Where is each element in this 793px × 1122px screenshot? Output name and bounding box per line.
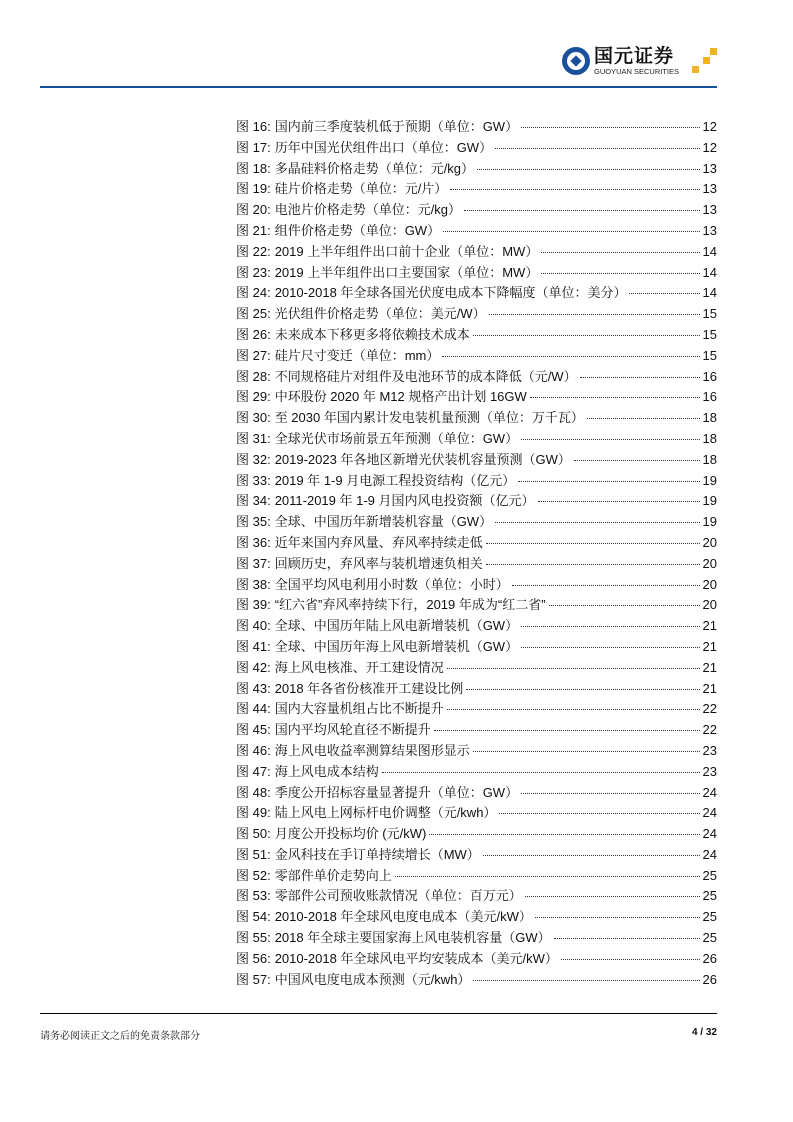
dot-leader [486,543,700,544]
toc-entry[interactable] [236,761,717,782]
figure-page: 24 [702,805,717,821]
figure-page: 13 [702,202,717,218]
figure-page: 21 [702,638,717,654]
toc-entry[interactable] [236,345,717,366]
figure-number: 图 41: [236,638,271,654]
figure-number: 图 35: [236,514,271,530]
figure-title: 光伏组件价格走势（单位：美元/W） [274,306,486,322]
figure-title: 全球、中国历年新增装机容量（GW） [274,514,493,530]
figure-page: 19 [702,472,717,488]
figure-title: 硅片尺寸变迁（单位：mm） [274,347,440,363]
figure-title: 月度公开投标均价 (元/kW) [274,826,427,842]
figure-number: 图 16: [236,119,271,134]
figure-page: 14 [702,264,717,280]
dot-leader [580,377,700,378]
page-number: 4 / 32 [691,1027,717,1038]
dot-leader [464,210,700,211]
figure-page: 14 [702,243,717,259]
figure-page: 16 [702,368,717,384]
figure-page: 20 [702,576,717,592]
dot-leader [442,356,699,357]
dot-leader [486,564,700,565]
dot-leader [521,793,699,794]
figure-title: 历年中国光伏组件出口（单位：GW） [274,139,493,155]
figure-table-of-contents [236,116,717,989]
figure-page: 15 [702,306,717,322]
dot-leader [574,460,700,461]
figure-number: 图 34: [236,493,271,509]
figure-title: 2010-2018 年全球风电度电成本（美元/kW） [274,909,532,925]
toc-entry[interactable] [236,366,717,387]
figure-title: 2010-2018 年全球风电平均安装成本（美元/kW） [274,950,558,966]
toc-entry[interactable] [236,865,717,886]
figure-title: 组件价格走势（单位：GW） [274,222,441,238]
toc-entry[interactable] [236,678,717,699]
figure-page: 19 [702,514,717,530]
figure-number: 图 46: [236,742,271,758]
dot-leader [535,917,700,918]
figure-page: 13 [702,222,717,238]
figure-title: 近年来国内弃风量、弃风率持续走低 [274,534,483,550]
figure-page: 25 [702,867,717,883]
dot-leader [521,127,699,128]
toc-entry[interactable] [236,615,717,636]
dot-leader [473,335,700,336]
figure-number: 图 48: [236,784,271,800]
toc-entry[interactable] [236,428,717,449]
toc-entry[interactable] [236,657,717,678]
dot-leader [499,813,699,814]
toc-entry[interactable] [236,823,717,844]
dot-leader [512,585,700,586]
dot-leader [443,231,699,232]
figure-page: 13 [702,160,717,176]
toc-entry[interactable] [236,407,717,428]
toc-entry[interactable] [236,532,717,553]
dot-leader [450,189,699,190]
dot-leader [525,896,700,897]
toc-entry[interactable] [236,574,717,595]
figure-title: 海上风电成本结构 [274,763,379,779]
figure-number: 图 53: [236,888,271,904]
figure-title: 电池片价格走势（单位：元/kg） [274,202,462,218]
figure-title: “红六省”弃风率持续下行，2019 年成为“红二省” [274,597,546,613]
figure-number: 图 43: [236,680,271,696]
figure-number: 图 37: [236,555,271,571]
dot-leader [447,709,700,710]
figure-page: 21 [702,618,717,634]
figure-number: 图 27: [236,347,271,363]
figure-page: 18 [702,410,717,426]
figure-number: 图 20: [236,202,271,218]
figure-number: 图 49: [236,805,271,821]
figure-page: 24 [702,784,717,800]
figure-title: 季度公开招标容量显著提升（单位：GW） [274,784,519,800]
figure-page: 12 [702,119,717,134]
header-divider [40,86,717,88]
figure-page: 20 [702,597,717,613]
figure-title: 海上风电收益率测算结果图形显示 [274,742,470,758]
dot-leader [473,980,699,981]
figure-number: 图 40: [236,618,271,634]
figure-title: 硅片价格走势（单位：元/片） [274,181,448,197]
figure-number: 图 57: [236,971,271,987]
figure-number: 图 51: [236,846,271,862]
figure-title: 2011-2019 年 1-9 月国内风电投资额（亿元） [274,493,535,509]
figure-title: 全国平均风电利用小时数（单位：小时） [274,576,509,592]
footer-divider [40,1013,717,1014]
figure-page: 19 [702,493,717,509]
figure-title: 国内前三季度装机低于预期（单位：GW） [274,119,519,134]
figure-page: 21 [702,680,717,696]
figure-page: 22 [702,722,717,738]
figure-title: 海上风电核准、开工建设情况 [274,659,444,675]
toc-entry[interactable] [236,303,717,324]
toc-entry[interactable] [236,885,717,906]
figure-title: 2019 年 1-9 月电源工程投资结构（亿元） [274,472,516,488]
figure-title: 陆上风电上网标杆电价调整（元/kwh） [274,805,497,821]
toc-entry[interactable] [236,158,717,179]
toc-entry[interactable] [236,927,717,948]
toc-entry[interactable] [236,844,717,865]
toc-entry[interactable] [236,137,717,158]
figure-page: 20 [702,534,717,550]
figure-title: 2018 年各省份核准开工建设比例 [274,680,464,696]
dot-leader [434,730,700,731]
figure-page: 15 [702,326,717,342]
figure-title: 全球光伏市场前景五年预测（单位：GW） [274,430,519,446]
figure-number: 图 47: [236,763,271,779]
figure-page: 23 [702,742,717,758]
dot-leader [521,647,699,648]
figure-page: 16 [702,389,717,405]
figure-page: 21 [702,659,717,675]
toc-entry[interactable] [236,324,717,345]
dot-leader [530,397,700,398]
figure-page: 24 [702,846,717,862]
dot-leader [541,252,699,253]
toc-entry[interactable] [236,282,717,303]
toc-entry[interactable] [236,449,717,470]
toc-entry[interactable] [236,553,717,574]
logo-square-icon [692,66,699,73]
toc-entry[interactable] [236,906,717,927]
figure-page: 18 [702,451,717,467]
dot-leader [495,522,699,523]
figure-page: 25 [702,930,717,946]
figure-title: 2019 上半年组件出口前十企业（单位：MW） [274,243,539,259]
figure-number: 图 30: [236,410,271,426]
logo-chinese: 国元证券 [594,45,675,67]
figure-title: 回顾历史，弃风率与装机增速负相关 [274,555,483,571]
figure-page: 14 [702,285,717,301]
toc-entry[interactable] [236,740,717,761]
figure-page: 18 [702,430,717,446]
toc-entry[interactable] [236,386,717,407]
figure-page: 26 [702,950,717,966]
figure-number: 图 44: [236,701,271,717]
dot-leader [629,293,699,294]
figure-number: 图 19: [236,181,271,197]
figure-number: 图 56: [236,950,271,966]
figure-number: 图 50: [236,826,271,842]
toc-entry[interactable] [236,636,717,657]
figure-number: 图 52: [236,867,271,883]
dot-leader [447,668,700,669]
toc-entry[interactable] [236,594,717,615]
figure-number: 图 23: [236,264,271,280]
figure-number: 图 54: [236,909,271,925]
figure-title: 全球、中国历年陆上风电新增装机（GW） [274,618,519,634]
toc-entry[interactable] [236,948,717,969]
figure-title: 2010-2018 年全球各国光伏度电成本下降幅度（单位：美分） [274,285,627,301]
figure-page: 24 [702,826,717,842]
dot-leader [477,169,700,170]
figure-title: 2019 上半年组件出口主要国家（单位：MW） [274,264,539,280]
dot-leader [489,314,700,315]
dot-leader [429,834,699,835]
figure-title: 未来成本下移更多将依赖技术成本 [274,326,470,342]
toc-entry[interactable] [236,241,717,262]
toc-entry[interactable] [236,262,717,283]
toc-entry[interactable] [236,116,717,137]
toc-entry[interactable] [236,698,717,719]
dot-leader [521,626,699,627]
figure-page: 25 [702,888,717,904]
dot-leader [541,273,699,274]
figure-number: 图 21: [236,222,271,238]
dot-leader [495,148,699,149]
figure-page: 22 [702,701,717,717]
toc-entry[interactable] [236,178,717,199]
toc-entry[interactable] [236,490,717,511]
dot-leader [561,959,700,960]
figure-number: 图 18: [236,160,271,176]
logo-square-icon [703,57,710,64]
figure-page: 20 [702,555,717,571]
toc-entry[interactable] [236,220,717,241]
toc-entry[interactable] [236,969,717,990]
toc-entry[interactable] [236,719,717,740]
figure-number: 图 29: [236,389,271,405]
figure-number: 图 24: [236,285,271,301]
figure-number: 图 39: [236,597,271,613]
figure-number: 图 55: [236,930,271,946]
toc-entry[interactable] [236,511,717,532]
figure-page: 25 [702,909,717,925]
figure-number: 图 36: [236,534,271,550]
dot-leader [518,481,699,482]
figure-number: 图 17: [236,139,271,155]
figure-page: 13 [702,181,717,197]
figure-title: 金风科技在手订单持续增长（MW） [274,846,480,862]
dot-leader [554,938,700,939]
toc-entry[interactable] [236,470,717,491]
figure-number: 图 42: [236,659,271,675]
figure-number: 图 31: [236,430,271,446]
dot-leader [395,876,700,877]
dot-leader [538,501,700,502]
figure-title: 中国风电度电成本预测（元/kwh） [274,971,471,987]
dot-leader [549,605,700,606]
figure-title: 全球、中国历年海上风电新增装机（GW） [274,638,519,654]
dot-leader [466,689,699,690]
figure-title: 国内大容量机组占比不断提升 [274,701,444,717]
figure-page: 12 [702,139,717,155]
figure-title: 2018 年全球主要国家海上风电装机容量（GW） [274,930,551,946]
logo-english: GUOYUAN SECURITIES [594,66,680,76]
figure-number: 图 33: [236,472,271,488]
guoyuan-logo [562,44,679,78]
dot-leader [521,439,699,440]
toc-entry[interactable] [236,802,717,823]
figure-title: 多晶硅料价格走势（单位：元/kg） [274,160,475,176]
figure-title: 至 2030 年国内累计发电装机量预测（单位：万千瓦） [274,410,584,426]
dot-leader [473,751,700,752]
toc-entry[interactable] [236,199,717,220]
figure-title: 不同规格硅片对组件及电池环节的成本降低（元/W） [274,368,577,384]
figure-title: 2019-2023 年各地区新增光伏装机容量预测（GW） [274,451,571,467]
figure-number: 图 22: [236,243,271,259]
figure-title: 国内平均风轮直径不断提升 [274,722,431,738]
figure-title: 零部件公司预收账款情况（单位：百万元） [274,888,522,904]
toc-entry[interactable] [236,782,717,803]
figure-number: 图 32: [236,451,271,467]
figure-number: 图 28: [236,368,271,384]
figure-number: 图 25: [236,306,271,322]
dot-leader [382,772,700,773]
dot-leader [483,855,700,856]
figure-title: 零部件单价走势向上 [274,867,392,883]
logo-square-icon [710,48,717,55]
figure-number: 图 38: [236,576,271,592]
figure-number: 图 45: [236,722,271,738]
logo-mark-icon [562,47,590,75]
figure-page: 26 [702,971,717,987]
footer-disclaimer: 请务必阅读正文之后的免责条款部分 [40,1031,200,1042]
figure-page: 23 [702,763,717,779]
figure-title: 中环股份 2020 年 M12 规格产出计划 16GW [274,389,527,405]
figure-page: 15 [702,347,717,363]
figure-number: 图 26: [236,326,271,342]
dot-leader [587,418,700,419]
